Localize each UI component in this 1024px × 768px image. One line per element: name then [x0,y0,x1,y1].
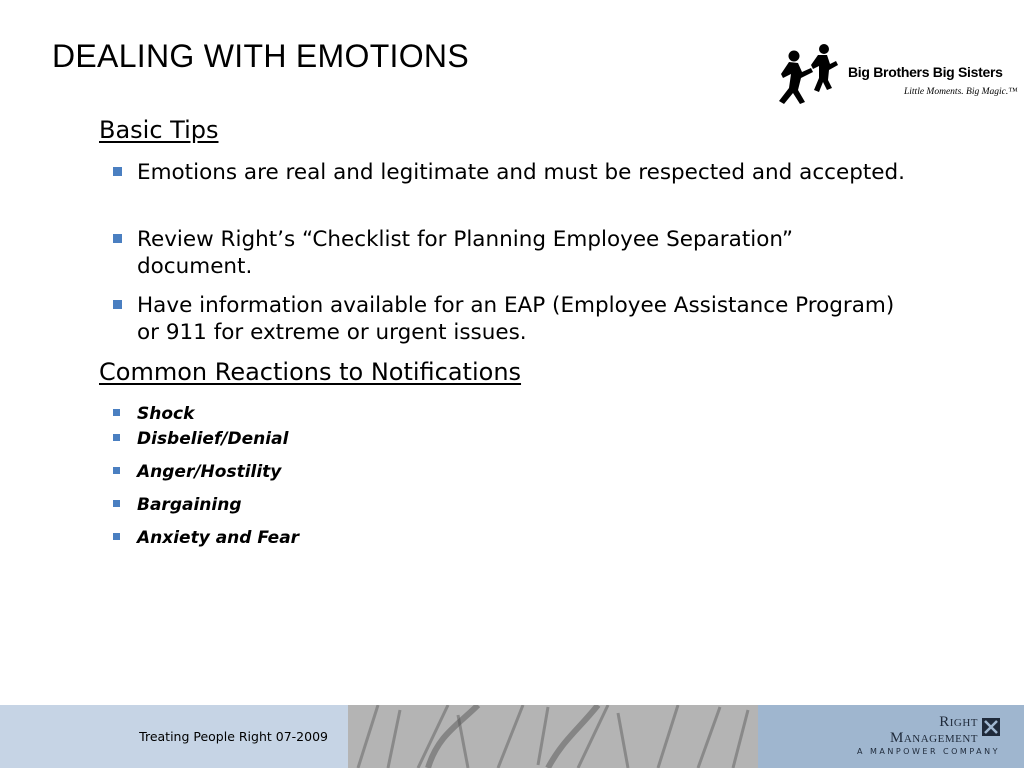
reaction-item [113,462,281,482]
bullet-square-icon [113,167,122,176]
bbbs-logo [772,42,1018,106]
tip-item [113,159,913,186]
reaction-item [113,404,194,424]
footer-left-panel [0,705,348,768]
bullet-square-icon [113,300,122,309]
slide-title: DEALING WITH EMOTIONS [52,38,469,74]
bullet-square-icon [113,409,120,416]
tip-text: Have information available for an EAP (Employee Assistance Program) or 911 for extreme or urgent issues. [137,293,895,345]
basic-tips-heading: Basic Tips [99,116,219,144]
footer-text: Treating People Right 07-2009 [139,729,328,744]
bbbs-figures-icon [772,42,846,106]
right-management-icon [982,718,1000,736]
reaction-text: Anger/Hostility [137,462,282,482]
tip-text: Emotions are real and legitimate and must be respected and accepted. [137,160,905,185]
tip-text: Review Right’s “Checklist for Planning Employee Separation” document. [137,227,793,279]
logo-name: Big Brothers Big Sisters [848,64,1003,80]
bullet-square-icon [113,234,122,243]
brand-line-1: Right [939,714,978,730]
logo-tagline: Little Moments. Big Magic.™ [904,87,1018,97]
footer-texture-image [348,705,758,768]
brand-line-2: Management [890,730,978,746]
footer-right-panel [758,705,1024,768]
right-management-logo [890,714,978,746]
bullet-square-icon [113,533,120,540]
footer-bar [0,705,1024,768]
common-reactions-heading: Common Reactions to Notifications [99,358,522,386]
reaction-item [113,528,299,548]
reaction-text: Disbelief/Denial [137,429,289,449]
bullet-square-icon [113,434,120,441]
tip-item [113,226,913,280]
reaction-item [113,495,241,515]
reaction-text: Bargaining [137,495,242,515]
tip-item [113,292,913,346]
bullet-square-icon [113,467,120,474]
reaction-text: Anxiety and Fear [137,528,300,548]
bullet-square-icon [113,500,120,507]
footer-texture-graphic [348,705,758,768]
brand-subtitle: A MANPOWER COMPANY [856,747,1000,756]
reaction-text: Shock [137,404,195,424]
reaction-item [113,429,288,449]
